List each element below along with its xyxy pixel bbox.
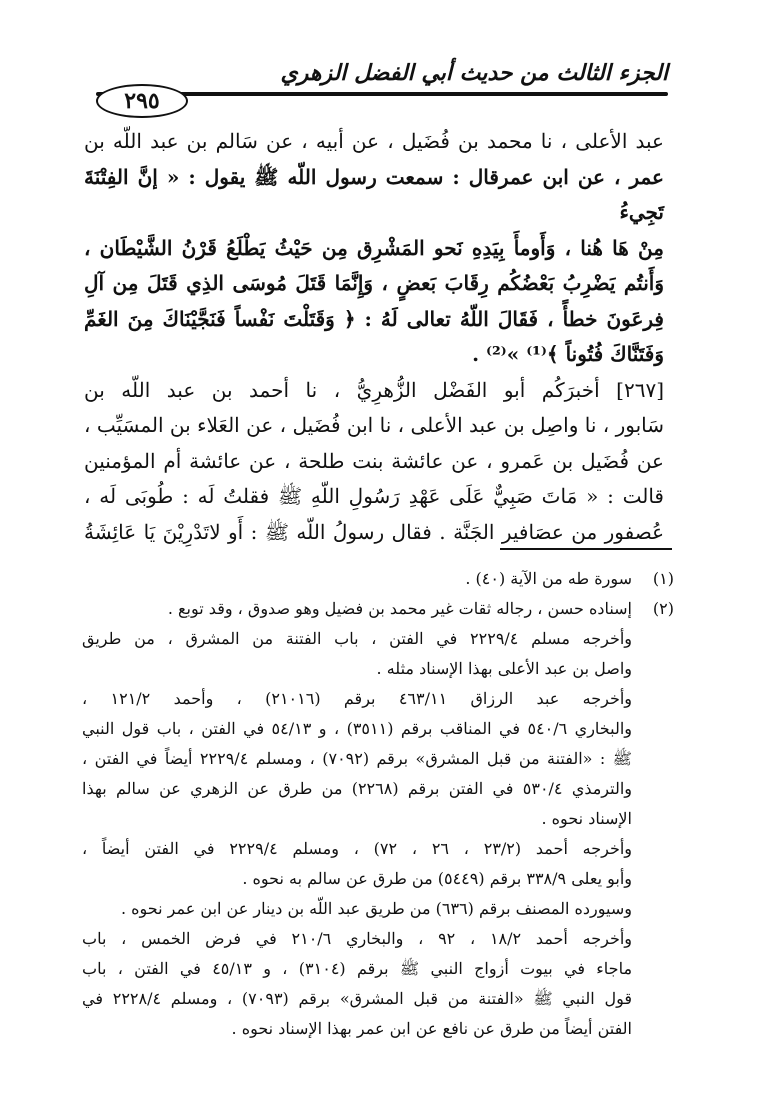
footnote-line: الفتن أيضاً من طرق عن نافع عن ابن عمر بهذا الإسناد نحوه . (231, 1019, 632, 1038)
footnote-item (82, 594, 674, 1044)
footnote-line: ماجاء في بيوت أزواج النبي ﷺ برقم (٣١٠٤) ، و ٤٥/١٣ في الفتن ، باب (82, 959, 633, 978)
footnote-line: وأخرجه أحمد ١٨/٢ ، ٩٢ ، والبخاري ٢١٠/٦ في فرض الخمس ، باب (82, 929, 633, 948)
footnote-line: ﷺ : «الفتنة من قبل المشرق» برقم (٧٠٩٢) ، ومسلم ٢٢٢٩/٤ أيضاً في الفتن ، (82, 749, 633, 768)
header-title: الجزء الثالث من حديث أبي الفضل الزهري (280, 60, 668, 86)
footnote-line: والترمذي ٥٣٠/٤ في الفتن برقم (٢٢٦٨) من طرق عن الزهري عن سالم بهذا (82, 779, 633, 798)
footnote-line: سورة طه من الآية (٤٠) . (465, 569, 632, 588)
main-line: وَفَتَنَّاكَ فُتُوناً ﴾⁽¹⁾ »⁽²⁾ . (472, 342, 664, 366)
footnote-line: وسيورده المصنف برقم (٦٣٦) من طريق عبد اللّه بن دينار عن ابن عمر نحوه . (120, 899, 632, 918)
footnote-line: وأخرجه مسلم ٢٢٢٩/٤ في الفتن ، باب الفتنة من المشرق ، من طريق (82, 629, 632, 648)
footnote-line: الإسناد نحوه . (541, 809, 632, 828)
main-line: [٢٦٧] أخبرَكُم أبو الفَضْل الزُّهرِيُّ ، نا أحمد بن عبد اللّه بن (84, 377, 664, 402)
main-line: عمر ، عن ابن عمرقال : سمعت رسول اللّه ﷺ يقول : « إنَّ الفِتْنَةَ تَجِيءُ (84, 164, 664, 224)
footnote-line: قول النبي ﷺ «الفتنة من قبل المشرق» برقم (٧٠٩٣) ، ومسلم ٢٢٢٨/٤ في (82, 989, 632, 1008)
main-line: وَأَنتُم يَضْرِبُ بَعْضُكُم رِقَابَ بَعضٍ ، وَإِنَّمَا قَتَلَ مُوسَى الذِي قَتَلَ مِن آلِ (84, 271, 664, 295)
footnote-item (82, 564, 674, 594)
footnote-line: وأخرجه أحمد (٢٣/٢ ، ٢٦ ، ٧٢) ، ومسلم ٢٢٢٩/٤ في الفتن أيضاً ، (82, 839, 633, 858)
footnote-number: (٢) (652, 599, 674, 618)
main-line: عبد الأعلى ، نا محمد بن فُضَيل ، عن أبيه ، عن سَالم بن عبد اللّه بن (84, 129, 664, 153)
footnote-separator (500, 548, 672, 550)
footnote-number: (١) (652, 569, 674, 588)
footnote-line: والبخاري ٥٤٠/٦ في المناقب برقم (٣٥١١) ، و ٥٤/١٣ في الفتن ، باب قول النبي (82, 719, 633, 738)
footnote-line: إسناده حسن ، رجاله ثقات غير محمد بن فضيل وهو صدوق ، وقد توبع . (167, 599, 632, 618)
main-text (84, 124, 664, 550)
main-line: عُصفور من عصَافير الجَنَّة . فقال رسولُ اللّه ﷺ : أَو لاتَدْرِيْنَ يَا عَائِشَةُ (84, 519, 664, 544)
main-line: قالت : « مَاتَ صَبِيٌّ عَلَى عَهْدِ رَسُولِ اللّهِ ﷺ فقلتُ لَه : طُوبَى لَه ، (84, 484, 664, 508)
footnote-line: وأبو يعلى ٣٣٨/٩ برقم (٥٤٤٩) من طرق عن سالم به نحوه . (242, 869, 632, 888)
main-line: مِنْ هَا هُنا ، وَأَومأَ بِيَدِهِ نَحو المَشْرِق مِن حَيْثُ يَطْلَعُ قَرْنُ الشَّيْطَان ، (84, 235, 664, 260)
footnotes (82, 564, 674, 1044)
footnote-line: واصل بن عبد الأعلى بهذا الإسناد مثله . (376, 659, 632, 678)
main-line: فِرعَونَ خطأً ، فَقَالَ اللّهُ تعالى لَهُ : ﴿ وَقَتَلْتَ نَفْساً فَنَجَّيْنَاكَ مِنَ الغَمِّ (84, 306, 664, 331)
page-number-badge (96, 84, 188, 118)
footnote-line: وأخرجه عبد الرزاق ٤٦٣/١١ برقم (٢١٠١٦) ، وأحمد ١٢١/٢ ، (82, 689, 633, 708)
main-line: سَابور ، نا واصِل بن عبد الأعلى ، نا ابن فُضَيل ، عن العَلاء بن المسَيِّب ، (84, 413, 664, 437)
main-line: عن فُضَيل بن عَمرو ، عن عائشة بنت طلحة ، عن عائشة أم المؤمنين (84, 448, 664, 473)
page-number: ٢٩٥ (124, 88, 160, 114)
